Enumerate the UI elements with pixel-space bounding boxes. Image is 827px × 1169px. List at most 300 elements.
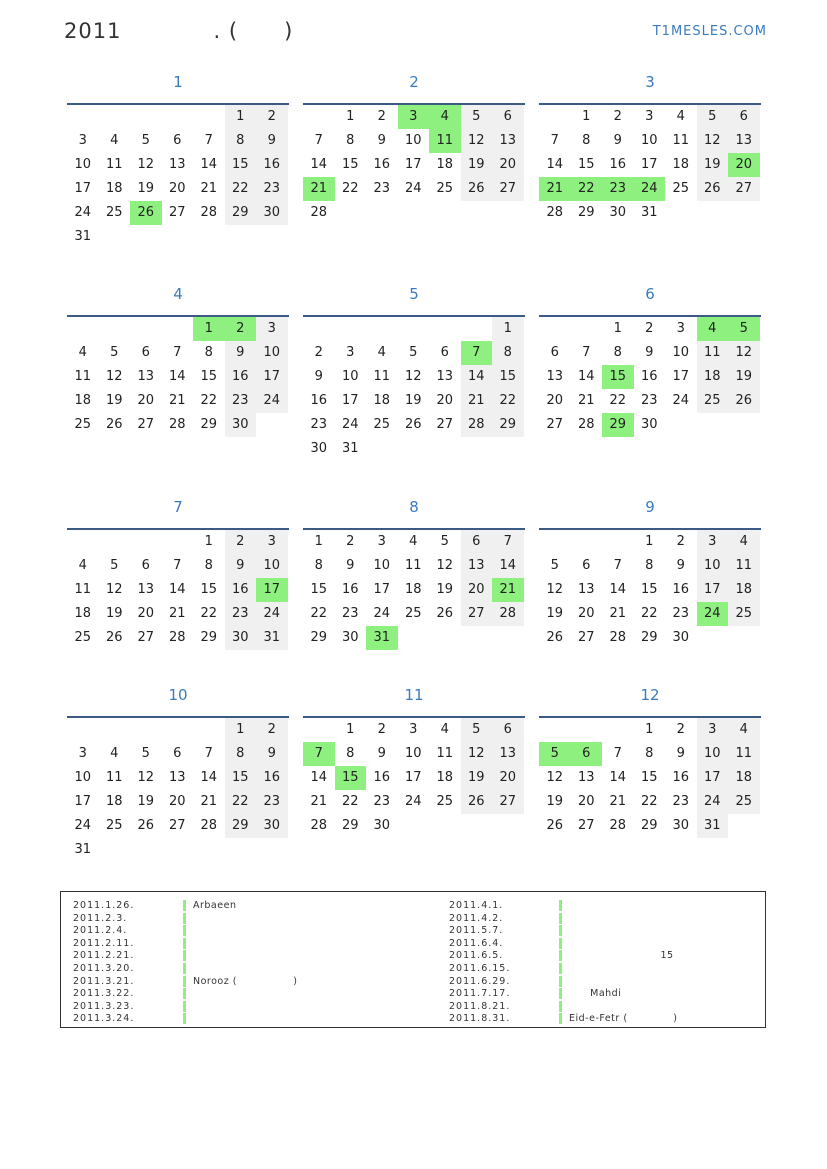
day-cell: 3 <box>78 133 87 148</box>
holiday-marker <box>559 976 562 987</box>
day-cell: 30 <box>373 818 391 833</box>
day-cell: 4 <box>78 345 87 360</box>
day-cell: 15 <box>200 369 218 384</box>
day-cell: 30 <box>640 417 658 432</box>
day-cell: 1 <box>346 109 355 124</box>
day-cell: 20 <box>492 766 524 790</box>
day-cell: 30 <box>341 630 359 645</box>
day-cell: 1 <box>225 718 257 742</box>
day-cell: 3 <box>645 109 654 124</box>
day-cell: 2 <box>377 109 386 124</box>
day-cell: 18 <box>672 157 690 172</box>
day-cell: 3 <box>697 530 729 554</box>
day-cell: 9 <box>314 369 323 384</box>
holiday-marker <box>183 925 186 936</box>
month-days <box>303 530 525 650</box>
day-cell: 26 <box>461 790 493 814</box>
day-cell: 6 <box>582 558 591 573</box>
day-cell: 4 <box>409 534 418 549</box>
holiday-marker <box>559 913 562 924</box>
day-cell: 12 <box>105 582 123 597</box>
empty-cell <box>130 530 162 554</box>
holiday-marker <box>183 976 186 987</box>
day-cell: 12 <box>105 369 123 384</box>
day-cell: 6 <box>173 746 182 761</box>
day-cell: 16 <box>310 393 328 408</box>
day-cell: 4 <box>728 530 760 554</box>
day-cell: 30 <box>225 413 257 437</box>
empty-cell <box>571 718 603 742</box>
empty-cell <box>602 530 634 554</box>
day-cell: 28 <box>492 602 524 626</box>
day-cell: 15 <box>602 365 634 389</box>
day-cell: 17 <box>640 157 658 172</box>
month-title: 10 <box>168 686 188 704</box>
day-cell: 9 <box>613 133 622 148</box>
day-cell: 5 <box>440 534 449 549</box>
day-cell: 28 <box>461 413 493 437</box>
holiday-marker <box>183 1013 186 1024</box>
day-cell: 29 <box>310 630 328 645</box>
holiday-date: 2011.4.2. <box>449 912 504 924</box>
day-cell: 4 <box>697 317 729 341</box>
day-cell: 11 <box>74 369 92 384</box>
day-cell: 13 <box>137 369 155 384</box>
day-cell: 5 <box>110 558 119 573</box>
day-cell: 8 <box>645 746 654 761</box>
day-cell: 30 <box>256 814 288 838</box>
day-cell: 8 <box>225 129 257 153</box>
day-cell: 17 <box>74 794 92 809</box>
day-cell: 9 <box>377 133 386 148</box>
empty-cell <box>602 718 634 742</box>
day-cell: 17 <box>404 157 422 172</box>
day-cell: 21 <box>492 578 524 602</box>
day-cell: 19 <box>436 582 454 597</box>
empty-cell <box>67 105 99 129</box>
day-cell: 10 <box>256 554 288 578</box>
day-cell: 22 <box>609 393 627 408</box>
day-cell: 16 <box>672 770 690 785</box>
day-cell: 3 <box>377 534 386 549</box>
day-cell: 4 <box>377 345 386 360</box>
day-cell: 7 <box>303 742 335 766</box>
day-cell: 27 <box>436 417 454 432</box>
day-cell: 14 <box>577 369 595 384</box>
day-cell: 15 <box>341 157 359 172</box>
day-cell: 28 <box>200 205 218 220</box>
month-days <box>303 105 525 225</box>
day-cell: 14 <box>310 770 328 785</box>
holiday-date: 2011.2.11. <box>73 937 135 949</box>
day-cell: 20 <box>577 606 595 621</box>
holiday-name: Norooz ( ) <box>193 975 298 987</box>
day-cell: 8 <box>225 742 257 766</box>
day-cell: 15 <box>335 766 367 790</box>
day-cell: 21 <box>609 794 627 809</box>
day-cell: 1 <box>204 534 213 549</box>
brand-link[interactable]: T1MESLES.COM <box>652 24 767 39</box>
day-cell: 30 <box>256 201 288 225</box>
day-cell: 10 <box>404 746 422 761</box>
day-cell: 8 <box>346 746 355 761</box>
day-cell: 27 <box>461 602 493 626</box>
day-cell: 25 <box>74 630 92 645</box>
day-cell: 23 <box>341 606 359 621</box>
day-cell: 31 <box>341 441 359 456</box>
day-cell: 5 <box>728 317 760 341</box>
day-cell: 26 <box>130 201 162 225</box>
day-cell: 22 <box>571 177 603 201</box>
day-cell: 23 <box>373 794 391 809</box>
day-cell: 24 <box>256 389 288 413</box>
day-cell: 8 <box>492 341 524 365</box>
day-cell: 18 <box>728 766 760 790</box>
day-cell: 2 <box>676 722 685 737</box>
month-days <box>67 718 289 862</box>
day-cell: 1 <box>314 534 323 549</box>
day-cell: 24 <box>634 177 666 201</box>
day-cell: 5 <box>550 558 559 573</box>
day-cell: 10 <box>672 345 690 360</box>
day-cell: 25 <box>697 389 729 413</box>
empty-cell <box>162 718 194 742</box>
day-cell: 11 <box>429 129 461 153</box>
day-cell: 21 <box>310 794 328 809</box>
day-cell: 16 <box>256 153 288 177</box>
day-cell: 30 <box>609 205 627 220</box>
day-cell: 11 <box>728 742 760 766</box>
day-cell: 10 <box>404 133 422 148</box>
day-cell: 2 <box>225 530 257 554</box>
day-cell: 8 <box>613 345 622 360</box>
day-cell: 5 <box>141 133 150 148</box>
holiday-date: 2011.5.7. <box>449 925 504 937</box>
day-cell: 17 <box>404 770 422 785</box>
day-cell: 21 <box>168 606 186 621</box>
day-cell: 29 <box>200 630 218 645</box>
day-cell: 29 <box>200 417 218 432</box>
day-cell: 23 <box>310 417 328 432</box>
day-cell: 21 <box>461 389 493 413</box>
day-cell: 12 <box>697 129 729 153</box>
day-cell: 26 <box>461 177 493 201</box>
holiday-marker <box>183 913 186 924</box>
day-cell: 13 <box>546 369 564 384</box>
day-cell: 30 <box>672 630 690 645</box>
holiday-marker <box>183 938 186 949</box>
day-cell: 1 <box>225 105 257 129</box>
day-cell: 5 <box>409 345 418 360</box>
day-cell: 18 <box>105 181 123 196</box>
day-cell: 20 <box>577 794 595 809</box>
day-cell: 10 <box>74 770 92 785</box>
holiday-date: 2011.3.23. <box>73 1000 135 1012</box>
month-8 <box>303 495 525 650</box>
holiday-date: 2011.2.3. <box>73 912 128 924</box>
day-cell: 13 <box>168 770 186 785</box>
day-cell: 30 <box>310 441 328 456</box>
day-cell: 19 <box>697 153 729 177</box>
holiday-date: 2011.8.21. <box>449 1000 511 1012</box>
month-7 <box>67 495 289 650</box>
day-cell: 23 <box>602 177 634 201</box>
day-cell: 10 <box>74 157 92 172</box>
holiday-date: 2011.6.29. <box>449 975 511 987</box>
day-cell: 5 <box>539 742 571 766</box>
day-cell: 27 <box>546 417 564 432</box>
day-cell: 29 <box>640 630 658 645</box>
month-title: 1 <box>173 73 183 91</box>
holiday-date: 2011.3.21. <box>73 975 135 987</box>
day-cell: 7 <box>613 558 622 573</box>
day-cell: 9 <box>256 742 288 766</box>
holiday-date: 2011.1.26. <box>73 900 135 911</box>
day-cell: 6 <box>492 718 524 742</box>
month-title: 5 <box>409 285 419 303</box>
day-cell: 6 <box>461 530 493 554</box>
day-cell: 31 <box>366 626 398 650</box>
month-3 <box>539 70 761 225</box>
day-cell: 20 <box>137 606 155 621</box>
day-cell: 11 <box>105 770 123 785</box>
month-days <box>303 718 525 838</box>
holiday-name: Arbaeen <box>193 900 237 911</box>
day-cell: 11 <box>404 558 422 573</box>
day-cell: 27 <box>137 417 155 432</box>
holiday-date: 2011.6.4. <box>449 937 504 949</box>
day-cell: 28 <box>200 818 218 833</box>
holiday-marker <box>183 950 186 961</box>
day-cell: 20 <box>168 794 186 809</box>
empty-cell <box>335 317 367 341</box>
empty-cell <box>67 718 99 742</box>
day-cell: 13 <box>577 582 595 597</box>
day-cell: 28 <box>577 417 595 432</box>
day-cell: 26 <box>105 417 123 432</box>
month-2 <box>303 70 525 225</box>
day-cell: 7 <box>314 133 323 148</box>
holiday-date: 2011.6.15. <box>449 962 511 974</box>
day-cell: 18 <box>697 365 729 389</box>
month-days <box>539 530 761 650</box>
day-cell: 29 <box>341 818 359 833</box>
day-cell: 29 <box>577 205 595 220</box>
day-cell: 14 <box>492 554 524 578</box>
day-cell: 3 <box>256 530 288 554</box>
day-cell: 10 <box>640 133 658 148</box>
day-cell: 3 <box>256 317 288 341</box>
month-days <box>539 317 761 437</box>
day-cell: 1 <box>645 722 654 737</box>
day-cell: 17 <box>697 766 729 790</box>
day-cell: 15 <box>225 153 257 177</box>
day-cell: 9 <box>645 345 654 360</box>
day-cell: 19 <box>105 606 123 621</box>
day-cell: 29 <box>225 201 257 225</box>
day-cell: 1 <box>645 534 654 549</box>
day-cell: 14 <box>609 582 627 597</box>
day-cell: 22 <box>225 177 257 201</box>
empty-cell <box>130 718 162 742</box>
empty-cell <box>398 317 430 341</box>
holiday-marker <box>559 938 562 949</box>
day-cell: 20 <box>137 393 155 408</box>
empty-cell <box>67 530 99 554</box>
day-cell: 10 <box>256 341 288 365</box>
empty-cell <box>99 718 131 742</box>
day-cell: 18 <box>74 393 92 408</box>
holiday-date: 2011.2.4. <box>73 925 128 937</box>
day-cell: 13 <box>577 770 595 785</box>
day-cell: 9 <box>377 746 386 761</box>
day-cell: 5 <box>461 718 493 742</box>
holiday-marker <box>559 1013 562 1024</box>
holiday-marker <box>559 988 562 999</box>
day-cell: 18 <box>74 606 92 621</box>
day-cell: 24 <box>74 205 92 220</box>
day-cell: 9 <box>346 558 355 573</box>
holiday-name: 15 <box>569 950 674 962</box>
day-cell: 24 <box>404 181 422 196</box>
day-cell: 23 <box>672 794 690 809</box>
day-cell: 28 <box>168 417 186 432</box>
day-cell: 26 <box>404 417 422 432</box>
day-cell: 10 <box>697 554 729 578</box>
day-cell: 19 <box>137 794 155 809</box>
day-cell: 14 <box>168 369 186 384</box>
day-cell: 27 <box>492 177 524 201</box>
day-cell: 13 <box>492 129 524 153</box>
day-cell: 11 <box>74 582 92 597</box>
holiday-marker <box>559 1001 562 1012</box>
day-cell: 8 <box>582 133 591 148</box>
day-cell: 26 <box>105 630 123 645</box>
day-cell: 3 <box>697 718 729 742</box>
day-cell: 9 <box>225 554 257 578</box>
empty-cell <box>539 530 571 554</box>
day-cell: 19 <box>105 393 123 408</box>
day-cell: 11 <box>672 133 690 148</box>
day-cell: 7 <box>613 746 622 761</box>
day-cell: 4 <box>110 133 119 148</box>
month-title: 11 <box>404 686 424 704</box>
month-title: 4 <box>173 285 183 303</box>
day-cell: 14 <box>200 770 218 785</box>
day-cell: 19 <box>461 766 493 790</box>
day-cell: 2 <box>256 105 288 129</box>
day-cell: 25 <box>105 205 123 220</box>
day-cell: 21 <box>200 181 218 196</box>
day-cell: 15 <box>640 582 658 597</box>
day-cell: 4 <box>728 718 760 742</box>
day-cell: 17 <box>256 578 288 602</box>
day-cell: 17 <box>672 369 690 384</box>
month-days <box>67 105 289 249</box>
day-cell: 10 <box>341 369 359 384</box>
month-1 <box>67 70 289 249</box>
month-6 <box>539 282 761 437</box>
day-cell: 11 <box>105 157 123 172</box>
day-cell: 29 <box>225 814 257 838</box>
day-cell: 12 <box>546 582 564 597</box>
day-cell: 19 <box>137 181 155 196</box>
day-cell: 20 <box>461 578 493 602</box>
day-cell: 22 <box>225 790 257 814</box>
holiday-marker <box>559 950 562 961</box>
holiday-date: 2011.2.21. <box>73 950 135 962</box>
day-cell: 11 <box>373 369 391 384</box>
day-cell: 6 <box>141 558 150 573</box>
day-cell: 25 <box>436 794 454 809</box>
day-cell: 28 <box>609 630 627 645</box>
day-cell: 28 <box>310 205 328 220</box>
holiday-date: 2011.8.31. <box>449 1013 511 1025</box>
day-cell: 24 <box>697 790 729 814</box>
day-cell: 6 <box>492 105 524 129</box>
day-cell: 17 <box>373 582 391 597</box>
day-cell: 8 <box>204 558 213 573</box>
day-cell: 14 <box>200 157 218 172</box>
day-cell: 5 <box>141 746 150 761</box>
day-cell: 22 <box>640 794 658 809</box>
day-cell: 11 <box>436 746 454 761</box>
day-cell: 20 <box>728 153 760 177</box>
day-cell: 11 <box>728 554 760 578</box>
holiday-date: 2011.3.22. <box>73 988 135 1000</box>
month-10 <box>67 683 289 862</box>
month-days <box>67 317 289 437</box>
month-4 <box>67 282 289 437</box>
day-cell: 6 <box>141 345 150 360</box>
day-cell: 16 <box>225 578 257 602</box>
empty-cell <box>130 317 162 341</box>
day-cell: 26 <box>137 818 155 833</box>
day-cell: 13 <box>461 554 493 578</box>
day-cell: 13 <box>492 742 524 766</box>
day-cell: 15 <box>200 582 218 597</box>
day-cell: 18 <box>373 393 391 408</box>
day-cell: 7 <box>204 133 213 148</box>
day-cell: 18 <box>436 770 454 785</box>
day-cell: 12 <box>137 157 155 172</box>
day-cell: 14 <box>546 157 564 172</box>
empty-cell <box>130 105 162 129</box>
day-cell: 5 <box>461 105 493 129</box>
holiday-name: Eid-e-Fetr ( ) <box>569 1013 678 1025</box>
day-cell: 2 <box>225 317 257 341</box>
day-cell: 19 <box>728 365 760 389</box>
holiday-name: Mahdi <box>569 988 622 1000</box>
day-cell: 20 <box>546 393 564 408</box>
holiday-list <box>60 891 766 1028</box>
day-cell: 13 <box>436 369 454 384</box>
day-cell: 27 <box>577 818 595 833</box>
day-cell: 12 <box>728 341 760 365</box>
day-cell: 22 <box>492 389 524 413</box>
day-cell: 27 <box>728 177 760 201</box>
day-cell: 28 <box>609 818 627 833</box>
empty-cell <box>539 317 571 341</box>
day-cell: 25 <box>728 790 760 814</box>
day-cell: 23 <box>225 602 257 626</box>
day-cell: 27 <box>168 205 186 220</box>
empty-cell <box>193 718 225 742</box>
day-cell: 13 <box>137 582 155 597</box>
day-cell: 16 <box>256 766 288 790</box>
day-cell: 13 <box>728 129 760 153</box>
day-cell: 19 <box>546 606 564 621</box>
